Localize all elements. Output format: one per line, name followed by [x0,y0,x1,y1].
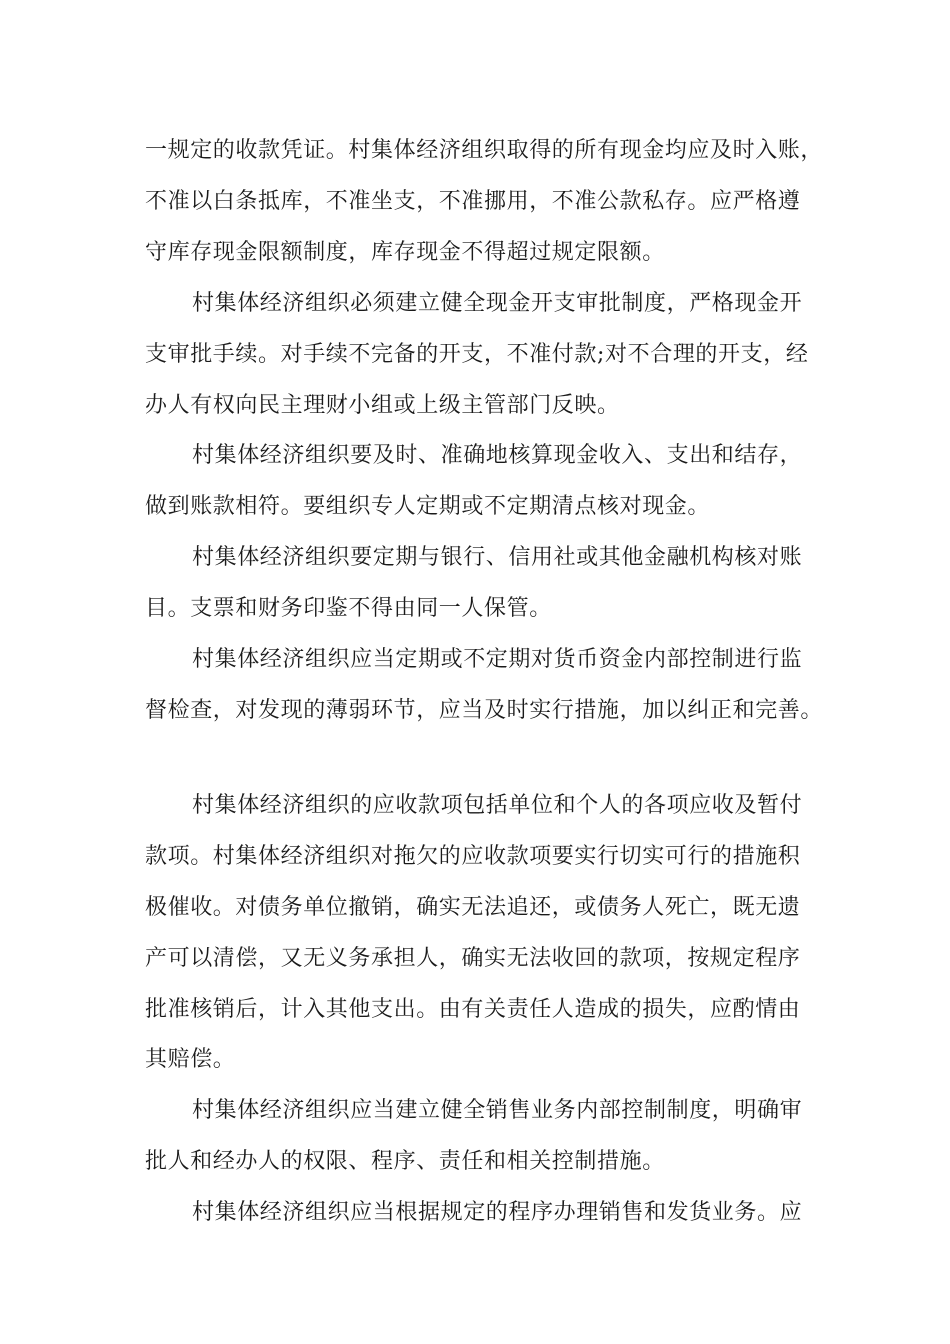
text-line: 批准核销后，计入其他支出。由有关责任人造成的损失，应酌情由 [145,997,801,1022]
text-line: 其赔偿。 [145,1047,236,1072]
text-line: 村集体经济组织要定期与银行、信用社或其他金融机构核对账 [192,545,803,570]
text-line: 款项。村集体经济组织对拖欠的应收款项要实行切实可行的措施积 [145,844,801,869]
text-line: 村集体经济组织应当定期或不定期对货币资金内部控制进行监 [192,647,803,672]
text-line: 目。支票和财务印鉴不得由同一人保管。 [145,596,552,621]
text-line: 支审批手续。对手续不完备的开支，不准付款;对不合理的开支，经 [145,342,809,367]
text-line: 不准以白条抵库，不准坐支，不准挪用，不准公款私存。应严格遵 [145,189,801,214]
text-line: 守库存现金限额制度，库存现金不得超过规定限额。 [145,240,665,265]
text-line: 办人有权向民主理财小组或上级主管部门反映。 [145,393,620,418]
text-line: 一规定的收款凭证。村集体经济组织取得的所有现金均应及时入账， [145,138,824,163]
text-line: 村集体经济组织应当建立健全销售业务内部控制制度，明确审 [192,1098,803,1123]
text-line: 村集体经济组织的应收款项包括单位和个人的各项应收及暂付 [192,793,803,818]
text-line: 督检查，对发现的薄弱环节，应当及时实行措施，加以纠正和完善。 [145,698,824,723]
text-line: 村集体经济组织要及时、准确地核算现金收入、支出和结存， [192,443,803,468]
text-line: 村集体经济组织应当根据规定的程序办理销售和发货业务。应 [192,1200,803,1225]
text-line: 批人和经办人的权限、程序、责任和相关控制措施。 [145,1149,665,1174]
text-line: 做到账款相符。要组织专人定期或不定期清点核对现金。 [145,494,711,519]
text-line: 产可以清偿，又无义务承担人，确实无法收回的款项，按规定程序 [145,946,801,971]
text-line: 村集体经济组织必须建立健全现金开支审批制度，严格现金开 [192,291,803,316]
text-line: 极催收。对债务单位撤销，确实无法追还，或债务人死亡，既无遗 [145,895,801,920]
